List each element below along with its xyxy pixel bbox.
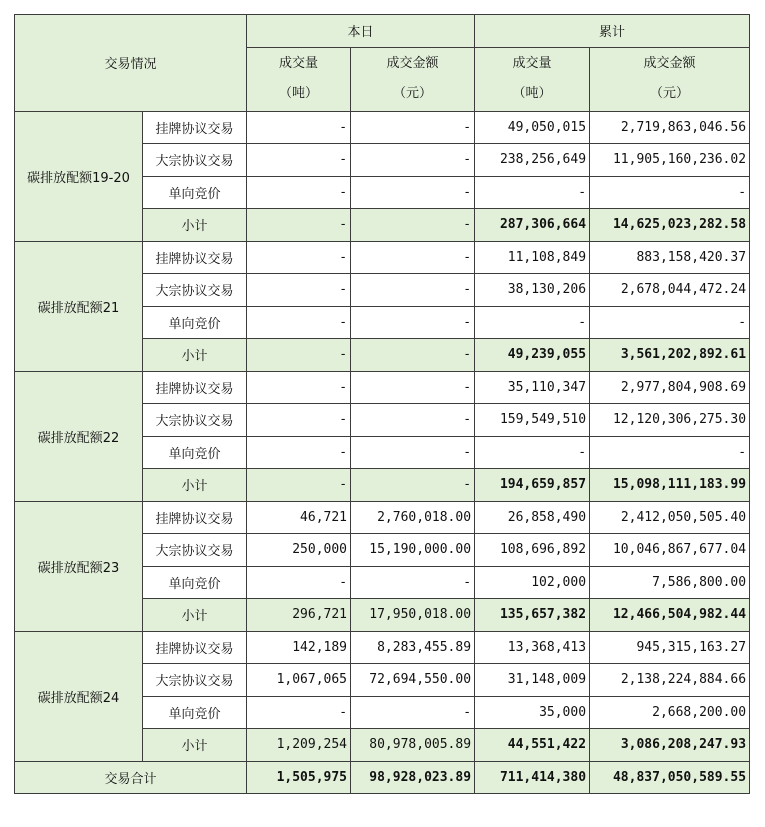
day-amt-cell: 2,760,018.00 [351,501,475,534]
cum-vol-cell: 13,368,413 [475,631,590,664]
trade-type-label: 挂牌协议交易 [143,371,247,404]
trade-info-header: 交易情况 [15,15,247,112]
cum-vol-cell: - [475,436,590,469]
cum-vol-cell: 159,549,510 [475,404,590,437]
trade-type-label: 大宗协议交易 [143,534,247,567]
cum-vol-cell: 108,696,892 [475,534,590,567]
total-day-vol-cell: 1,505,975 [247,761,351,794]
cum-amt-cell: 12,120,306,275.30 [590,404,750,437]
subtotal-label: 小计 [143,469,247,502]
today-amount-header [351,47,475,111]
cum-amt-cell: 2,678,044,472.24 [590,274,750,307]
day-vol-cell: 1,067,065 [247,664,351,697]
grand-total-row [15,761,750,794]
day-vol-cell: - [247,176,351,209]
subtotal-day-amt-cell: - [351,469,475,502]
day-vol-cell: - [247,371,351,404]
unit-yuan-label: （元） [393,86,433,101]
cum-vol-cell: 102,000 [475,566,590,599]
day-vol-cell: - [247,111,351,144]
trade-type-label: 单向竞价 [143,306,247,339]
cum-vol-cell: 49,050,015 [475,111,590,144]
grand-total-label: 交易合计 [15,761,247,794]
day-vol-cell: - [247,436,351,469]
cum-amt-cell: - [590,176,750,209]
subtotal-cum-vol-cell: 135,657,382 [475,599,590,632]
subtotal-cum-vol-cell: 44,551,422 [475,729,590,762]
day-amt-cell: - [351,436,475,469]
subtotal-label: 小计 [143,339,247,372]
cum-vol-cell: 35,000 [475,696,590,729]
unit-yuan-label: （元） [650,86,690,101]
unit-ton-label: （吨） [512,86,552,101]
day-amt-cell: - [351,241,475,274]
trade-type-label: 单向竞价 [143,696,247,729]
day-amt-cell: - [351,566,475,599]
cum-vol-cell: 35,110,347 [475,371,590,404]
day-amt-cell: - [351,404,475,437]
day-amt-cell: - [351,306,475,339]
subtotal-day-vol-cell: - [247,469,351,502]
amount-label: 成交金额 [643,56,696,71]
cum-amt-cell: 11,905,160,236.02 [590,144,750,177]
cum-amt-cell: 945,315,163.27 [590,631,750,664]
day-vol-cell: - [247,696,351,729]
table-header [15,15,750,112]
subtotal-label: 小计 [143,209,247,242]
cum-vol-cell: - [475,176,590,209]
subtotal-cum-amt-cell: 3,561,202,892.61 [590,339,750,372]
cum-amt-cell: 2,719,863,046.56 [590,111,750,144]
day-vol-cell: - [247,306,351,339]
day-vol-cell: - [247,404,351,437]
day-amt-cell: - [351,274,475,307]
table-row [15,371,750,404]
subtotal-cum-amt-cell: 14,625,023,282.58 [590,209,750,242]
subtotal-day-amt-cell: - [351,339,475,372]
quota-group-label: 碳排放配额21 [15,241,143,371]
table-row [15,631,750,664]
amount-label: 成交金额 [386,56,439,71]
unit-ton-label: （吨） [279,86,319,101]
trade-type-label: 大宗协议交易 [143,144,247,177]
total-day-amt-cell: 98,928,023.89 [351,761,475,794]
cum-amt-cell: 883,158,420.37 [590,241,750,274]
trade-type-label: 单向竞价 [143,176,247,209]
subtotal-label: 小计 [143,729,247,762]
cum-vol-cell: 31,148,009 [475,664,590,697]
day-amt-cell: - [351,144,475,177]
day-vol-cell: - [247,241,351,274]
trade-type-label: 挂牌协议交易 [143,241,247,274]
day-vol-cell: - [247,566,351,599]
subtotal-day-amt-cell: 17,950,018.00 [351,599,475,632]
cum-amt-cell: 2,138,224,884.66 [590,664,750,697]
day-amt-cell: 72,694,550.00 [351,664,475,697]
today-volume-header [247,47,351,111]
cum-amt-cell: 2,668,200.00 [590,696,750,729]
table-row [15,111,750,144]
quota-group-label: 碳排放配额22 [15,371,143,501]
subtotal-label: 小计 [143,599,247,632]
total-cum-vol-cell: 711,414,380 [475,761,590,794]
table-body [15,111,750,794]
cum-vol-cell: 38,130,206 [475,274,590,307]
cum-amt-cell: 2,412,050,505.40 [590,501,750,534]
trade-summary-table [14,14,750,794]
subtotal-day-amt-cell: 80,978,005.89 [351,729,475,762]
table-row [15,241,750,274]
day-vol-cell: 142,189 [247,631,351,664]
day-vol-cell: 46,721 [247,501,351,534]
trade-type-label: 大宗协议交易 [143,274,247,307]
cum-vol-cell: 26,858,490 [475,501,590,534]
cum-amt-cell: 7,586,800.00 [590,566,750,599]
trade-type-label: 挂牌协议交易 [143,111,247,144]
day-amt-cell: - [351,176,475,209]
cum-amt-cell: 2,977,804,908.69 [590,371,750,404]
day-amt-cell: - [351,696,475,729]
cum-vol-cell: 11,108,849 [475,241,590,274]
trade-type-label: 单向竞价 [143,436,247,469]
trade-type-label: 大宗协议交易 [143,404,247,437]
cumulative-volume-header [475,47,590,111]
subtotal-day-vol-cell: 1,209,254 [247,729,351,762]
day-vol-cell: - [247,144,351,177]
subtotal-day-vol-cell: 296,721 [247,599,351,632]
cum-amt-cell: - [590,436,750,469]
quota-group-label: 碳排放配额24 [15,631,143,761]
today-header: 本日 [247,15,475,48]
day-amt-cell: 15,190,000.00 [351,534,475,567]
cum-vol-cell: 238,256,649 [475,144,590,177]
subtotal-cum-vol-cell: 49,239,055 [475,339,590,372]
subtotal-day-vol-cell: - [247,209,351,242]
day-amt-cell: - [351,111,475,144]
day-vol-cell: 250,000 [247,534,351,567]
trade-type-label: 挂牌协议交易 [143,631,247,664]
day-vol-cell: - [247,274,351,307]
cum-vol-cell: - [475,306,590,339]
subtotal-cum-amt-cell: 12,466,504,982.44 [590,599,750,632]
day-amt-cell: 8,283,455.89 [351,631,475,664]
subtotal-cum-amt-cell: 15,098,111,183.99 [590,469,750,502]
volume-label: 成交量 [512,56,552,71]
subtotal-day-amt-cell: - [351,209,475,242]
cum-amt-cell: - [590,306,750,339]
table-row [15,501,750,534]
cumulative-amount-header [590,47,750,111]
quota-group-label: 碳排放配额23 [15,501,143,631]
subtotal-cum-amt-cell: 3,086,208,247.93 [590,729,750,762]
total-cum-amt-cell: 48,837,050,589.55 [590,761,750,794]
subtotal-cum-vol-cell: 194,659,857 [475,469,590,502]
cumulative-header: 累计 [475,15,750,48]
subtotal-day-vol-cell: - [247,339,351,372]
quota-group-label: 碳排放配额19-20 [15,111,143,241]
cum-amt-cell: 10,046,867,677.04 [590,534,750,567]
volume-label: 成交量 [279,56,319,71]
trade-type-label: 单向竞价 [143,566,247,599]
trade-type-label: 挂牌协议交易 [143,501,247,534]
subtotal-cum-vol-cell: 287,306,664 [475,209,590,242]
trade-type-label: 大宗协议交易 [143,664,247,697]
day-amt-cell: - [351,371,475,404]
